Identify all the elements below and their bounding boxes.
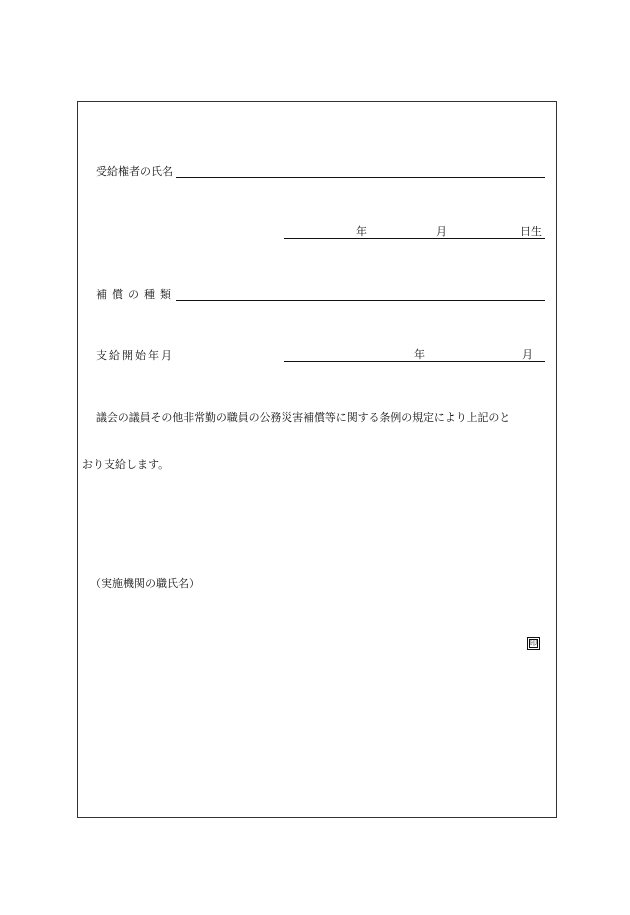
agency-label: （実施機関の職氏名） bbox=[90, 577, 200, 590]
start-month-label: 月 bbox=[522, 348, 533, 361]
recipient-name-line bbox=[176, 177, 545, 178]
birth-day-label: 日生 bbox=[520, 225, 542, 238]
birth-month-label: 月 bbox=[436, 225, 447, 238]
compensation-type-line bbox=[176, 300, 545, 301]
seal-char: 印 bbox=[530, 639, 537, 647]
payment-start-label: 支給開始年月 bbox=[96, 349, 174, 362]
compensation-type-label: 補償の種類 bbox=[96, 288, 176, 301]
birth-date-line bbox=[284, 238, 545, 239]
statement-line-2: おり支給します。 bbox=[82, 458, 170, 471]
birth-year-label: 年 bbox=[356, 225, 367, 238]
statement-line-1: 議会の議員その他非常勤の職員の公務災害補償等に関する条例の規定により上記のと bbox=[96, 411, 511, 424]
seal-mark bbox=[527, 637, 540, 650]
payment-start-line bbox=[284, 361, 545, 362]
start-year-label: 年 bbox=[414, 348, 425, 361]
recipient-name-label: 受給権者の氏名 bbox=[96, 165, 173, 178]
